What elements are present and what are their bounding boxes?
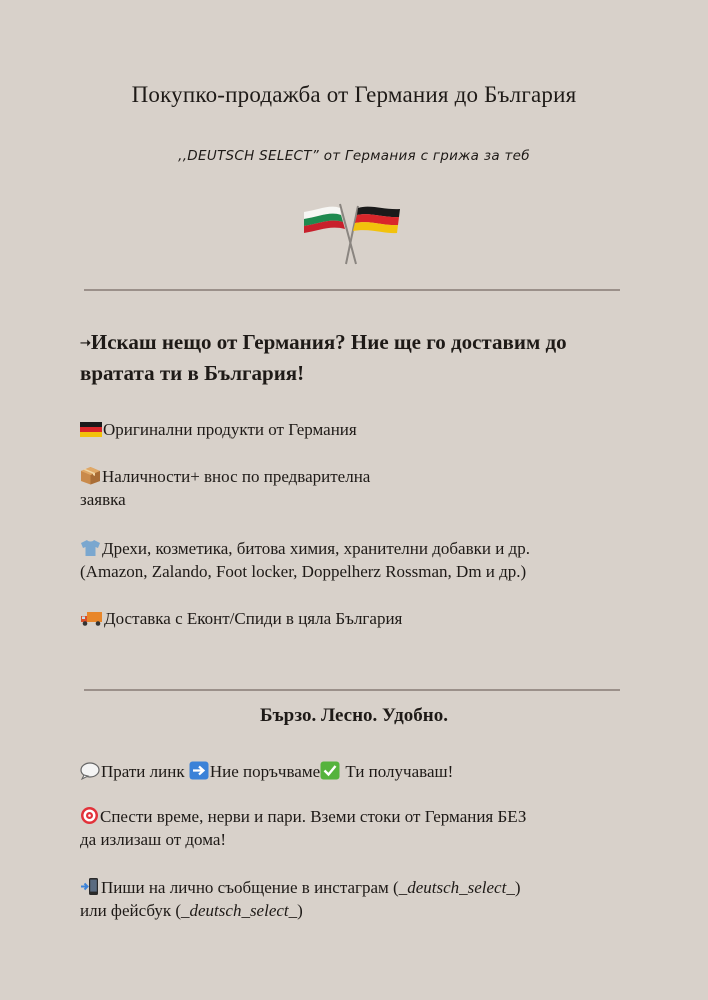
speech-bubble-icon (80, 762, 100, 780)
check-mark-icon (320, 761, 340, 780)
page-title: Покупко-продажба от Германия до България (131, 82, 577, 107)
germany-flag-icon (80, 421, 102, 438)
feature-original-products: Оригинални продукти от Германия (80, 418, 640, 441)
divider (84, 289, 620, 291)
contact-text: Пиши на лично съобщение в инстаграм (_deutsch_select_) или фейсбук (_deutsch_select_) (80, 878, 521, 920)
feature-categories: Дрехи, козметика, битова химия, хранителни добавки и др. (Amazon, Zalando, Foot locker, Doppelherz Rossman, Dm и др.) (80, 539, 530, 581)
intro-headline: ➝Искаш нещо от Германия? Ние ще го доставим до вратата ти в България! (80, 330, 567, 385)
instagram-handle[interactable]: _deutsch_select_ (398, 878, 515, 897)
section-title: Бързо. Лесно. Удобно. (260, 705, 448, 726)
right-arrow-icon (189, 761, 209, 780)
delivery-truck-icon (80, 610, 103, 627)
tagline: ,,DEUTSCH SELECT” от Германия с грижа за теб (178, 148, 530, 164)
arrow-icon: ➝ (80, 335, 91, 350)
facebook-handle[interactable]: _deutsch_select_ (181, 901, 298, 920)
mobile-phone-arrow-icon (80, 877, 100, 896)
feature-delivery: Доставка с Еконт/Спиди в цяла България (80, 607, 640, 630)
package-icon (80, 466, 101, 485)
target-icon (80, 806, 99, 825)
process-steps: Прати линк Ние поръчваме Ти получаваш! (80, 760, 640, 783)
germany-flag-icon (353, 207, 400, 234)
feature-availability: Наличности+ внос по предварителна заявка (80, 467, 371, 509)
tshirt-icon (80, 539, 101, 557)
save-time-text: Спести време, нерви и пари. Вземи стоки от Германия БЕЗ да излизаш от дома! (80, 807, 527, 849)
divider (84, 689, 620, 691)
bulgaria-flag-icon (304, 207, 345, 233)
crossed-flags-icon (300, 200, 404, 266)
